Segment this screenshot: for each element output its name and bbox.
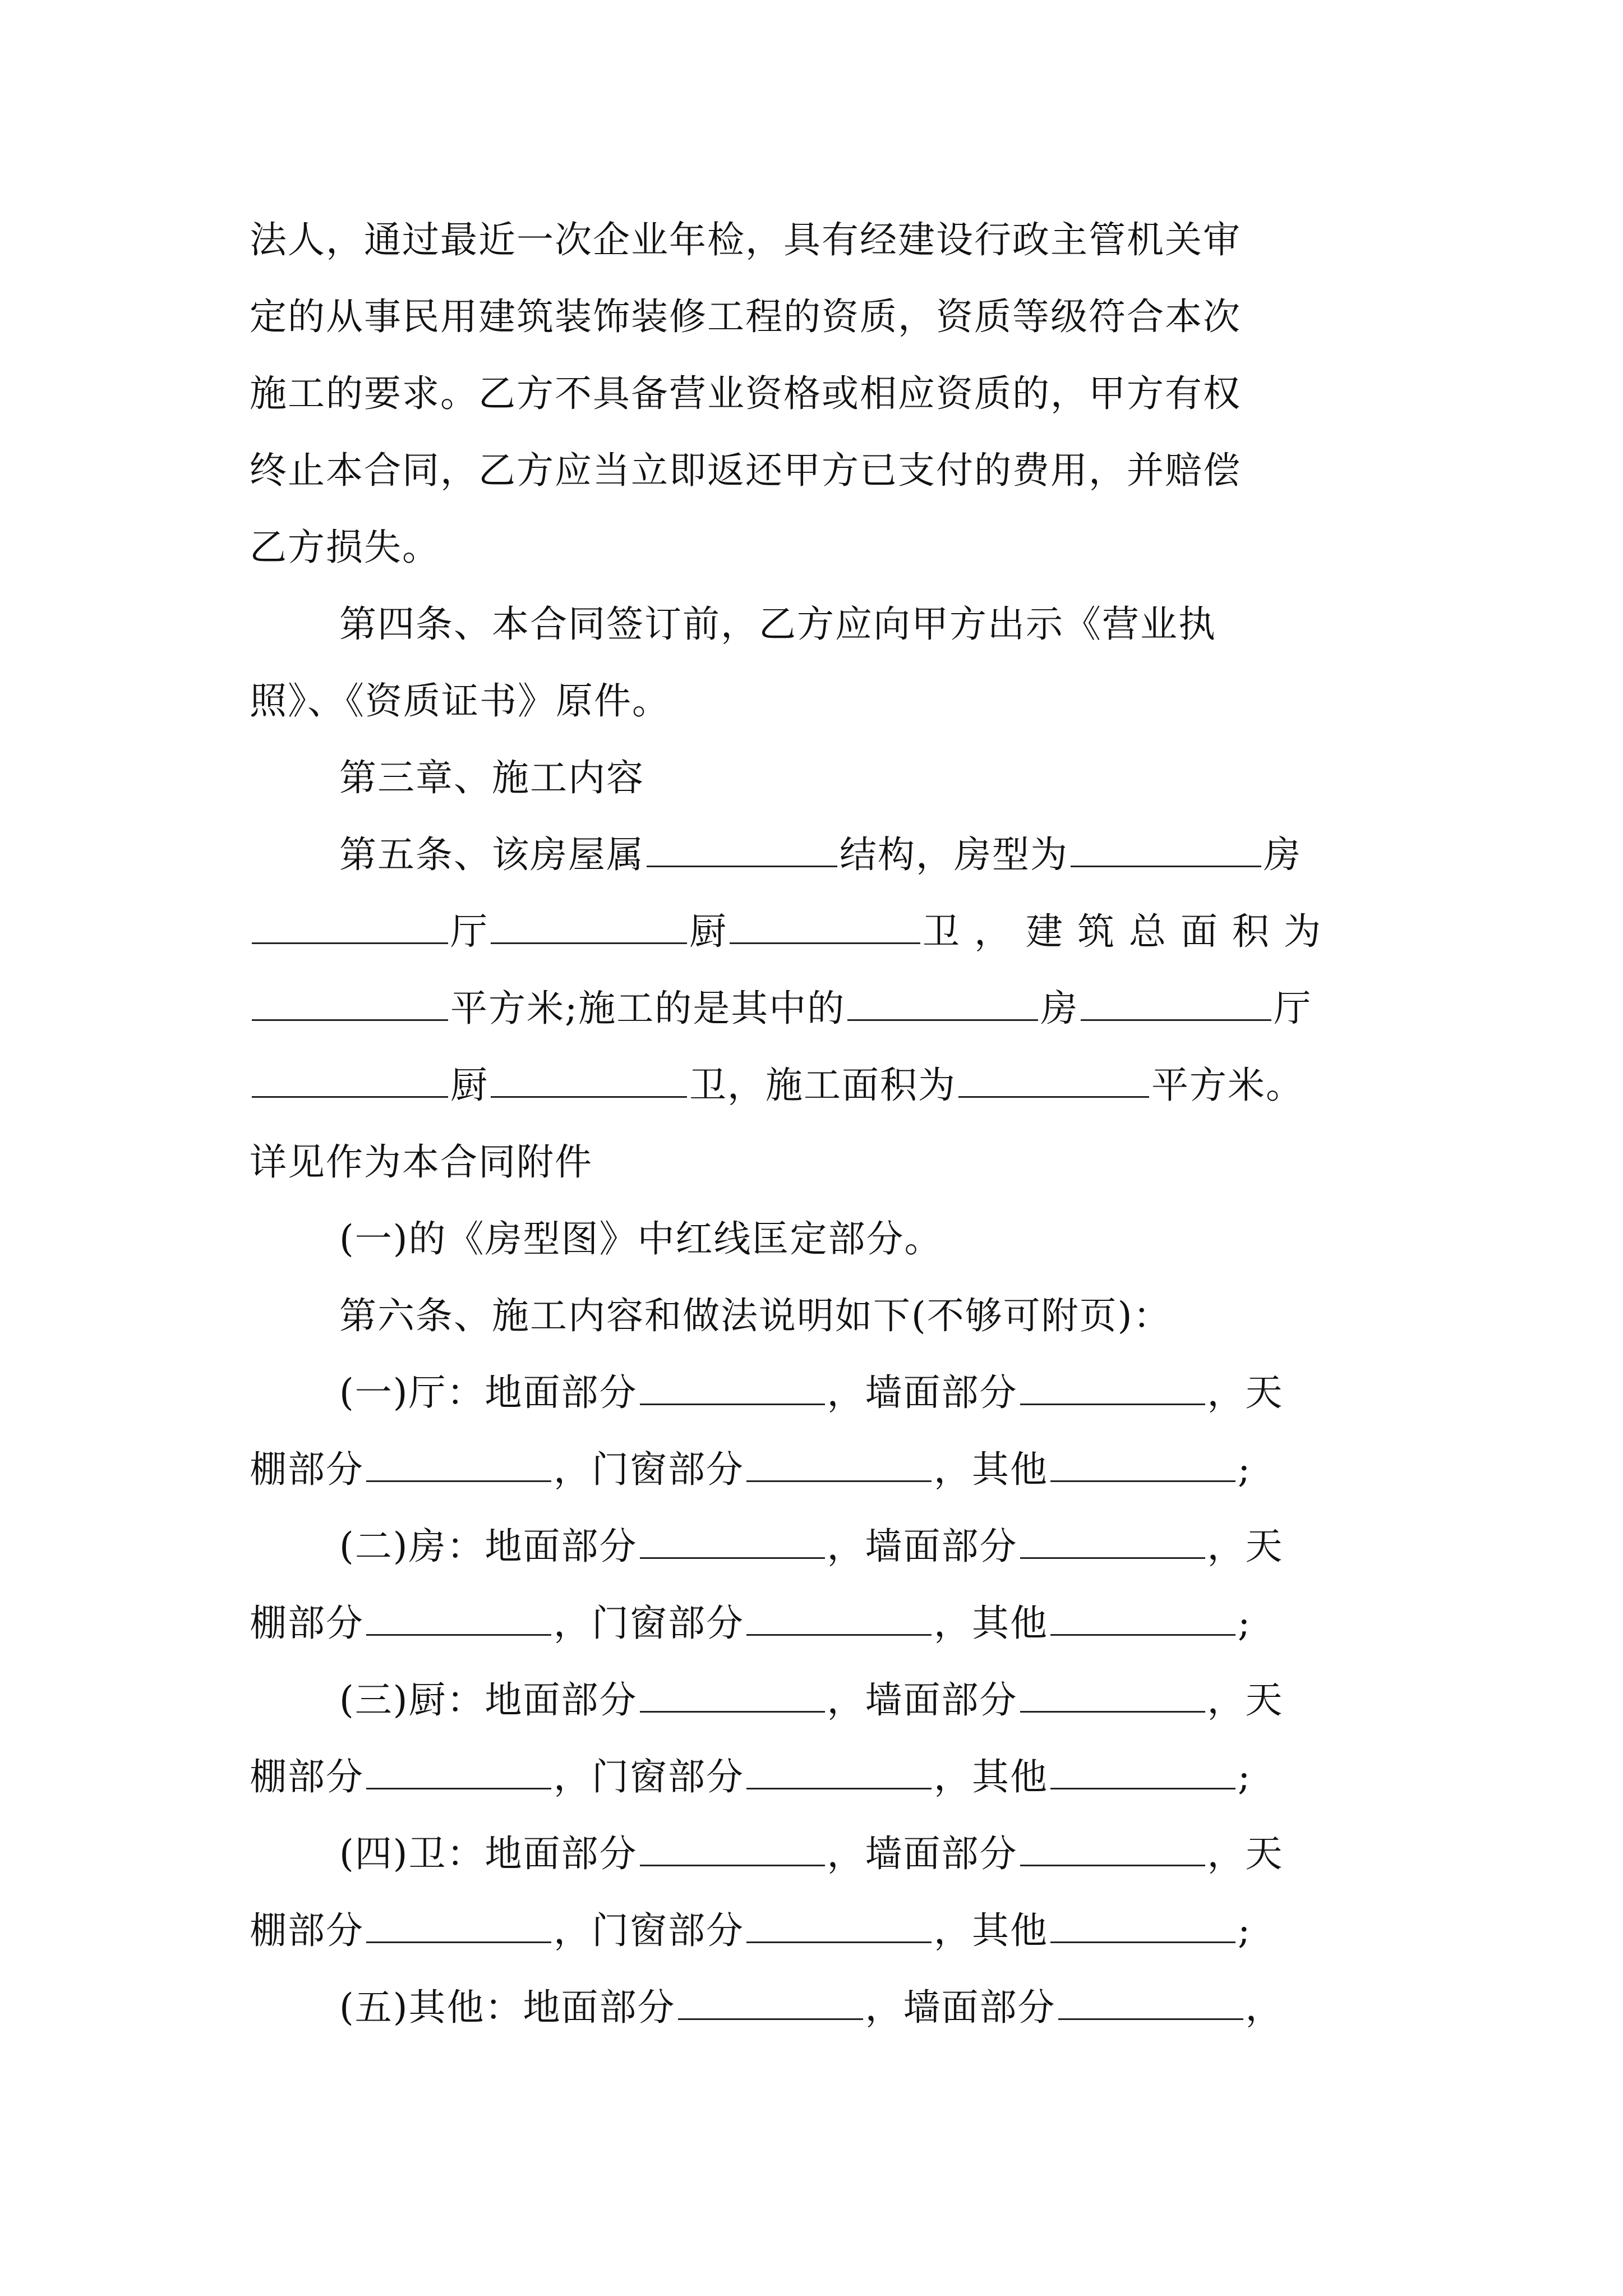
blank-field[interactable] <box>491 1065 687 1098</box>
blank-field[interactable] <box>1081 988 1271 1021</box>
text-line <box>250 904 1388 960</box>
text-segment: 平方米;施工的是其中的 <box>450 987 846 1030</box>
article-6-line: 第六条、施工内容和做法说明如下(不够可附页)： <box>339 1294 1172 1337</box>
blank-field[interactable] <box>1050 1756 1235 1789</box>
blank-field[interactable] <box>1050 1603 1235 1636</box>
text-segment: ，其他 <box>934 1755 1048 1798</box>
text-segment: 卫，施工面积为 <box>689 1064 956 1107</box>
text-line: 照》、《资质证书》原件。 <box>250 679 670 723</box>
text-segment: ，其他 <box>934 1909 1048 1952</box>
blank-field[interactable] <box>1020 1372 1205 1405</box>
room-line-4a <box>339 1826 1388 1882</box>
blank-field[interactable] <box>366 1603 551 1636</box>
room-line-3b <box>250 1749 1388 1805</box>
blank-field[interactable] <box>1071 834 1261 867</box>
text-segment: 结构，房型为 <box>840 833 1068 876</box>
text-segment: ; <box>1238 1448 1252 1491</box>
room-line-3a <box>339 1672 1388 1728</box>
text-segment: 棚部分 <box>250 1448 364 1491</box>
text-segment: ，门窗部分 <box>554 1448 744 1491</box>
blank-field[interactable] <box>1020 1833 1205 1866</box>
text-segment: ，墙面部分 <box>865 1986 1056 2029</box>
text-line: 乙方损失。 <box>250 526 440 569</box>
text-segment: 厅 <box>450 910 488 953</box>
text-line: 终止本合同，乙方应当立即返还甲方已支付的费用，并赔偿 <box>250 449 1241 492</box>
blank-field[interactable] <box>366 1449 551 1482</box>
text-segment: 卫，建筑总面积为 <box>923 910 1335 953</box>
blank-field[interactable] <box>252 911 448 944</box>
text-line: 详见作为本合同附件 <box>250 1140 593 1184</box>
text-line: 法人，通过最近一次企业年检，具有经建设行政主管机关审 <box>250 218 1241 261</box>
blank-field[interactable] <box>1020 1526 1205 1559</box>
text-line: (一)的《房型图》中红线匡定部分。 <box>339 1217 943 1260</box>
blank-field[interactable] <box>847 988 1038 1021</box>
blank-field[interactable] <box>640 1833 825 1866</box>
blank-field[interactable] <box>730 911 920 944</box>
text-line <box>250 981 1388 1037</box>
room-line-1a <box>339 1365 1388 1421</box>
text-segment: ，墙面部分 <box>827 1371 1018 1414</box>
text-segment: (五)其他：地面部分 <box>339 1986 676 2029</box>
blank-field[interactable] <box>746 1756 932 1789</box>
text-line <box>250 1057 1388 1114</box>
text-segment: ，墙面部分 <box>827 1678 1018 1722</box>
text-segment: ; <box>1238 1909 1252 1952</box>
text-segment: ，其他 <box>934 1448 1048 1491</box>
blank-field[interactable] <box>640 1680 825 1713</box>
text-segment: 厨 <box>689 910 727 953</box>
text-segment: ，门窗部分 <box>554 1602 744 1645</box>
blank-field[interactable] <box>647 834 837 867</box>
blank-field[interactable] <box>1050 1449 1235 1482</box>
blank-field[interactable] <box>746 1449 932 1482</box>
text-segment: ，墙面部分 <box>827 1525 1018 1568</box>
text-segment: 棚部分 <box>250 1602 364 1645</box>
text-segment: 第五条、该房屋属 <box>339 833 644 876</box>
text-segment: 房 <box>1264 833 1302 876</box>
text-segment: ， <box>1245 1986 1284 2029</box>
text-segment: 厨 <box>450 1064 488 1107</box>
text-segment: (二)房：地面部分 <box>339 1525 638 1568</box>
text-segment: ; <box>1238 1755 1252 1798</box>
blank-field[interactable] <box>1050 1910 1235 1943</box>
room-line-1b <box>250 1442 1388 1498</box>
text-segment: (一)厅：地面部分 <box>339 1371 638 1414</box>
text-segment: 棚部分 <box>250 1755 364 1798</box>
blank-field[interactable] <box>1020 1680 1205 1713</box>
text-segment: ，天 <box>1207 1525 1284 1568</box>
text-segment: ，墙面部分 <box>827 1832 1018 1875</box>
text-segment: 平方米。 <box>1151 1064 1304 1107</box>
blank-field[interactable] <box>1058 1987 1243 2020</box>
text-segment: ，门窗部分 <box>554 1909 744 1952</box>
text-line: 定的从事民用建筑装饰装修工程的资质，资质等级符合本次 <box>250 295 1241 338</box>
text-segment: 棚部分 <box>250 1909 364 1952</box>
text-segment: (四)卫：地面部分 <box>339 1832 638 1875</box>
room-line-5a <box>339 1980 1388 2036</box>
text-segment: ，门窗部分 <box>554 1755 744 1798</box>
blank-field[interactable] <box>252 988 448 1021</box>
blank-field[interactable] <box>366 1756 551 1789</box>
blank-field[interactable] <box>640 1372 825 1405</box>
blank-field[interactable] <box>958 1065 1149 1098</box>
text-segment: ，天 <box>1207 1832 1284 1875</box>
text-segment: ，天 <box>1207 1371 1284 1414</box>
blank-field[interactable] <box>678 1987 863 2020</box>
blank-field[interactable] <box>746 1603 932 1636</box>
blank-field[interactable] <box>252 1065 448 1098</box>
room-line-4b <box>250 1903 1388 1959</box>
blank-field[interactable] <box>366 1910 551 1943</box>
text-segment: ，其他 <box>934 1602 1048 1645</box>
room-line-2b <box>250 1595 1388 1651</box>
blank-field[interactable] <box>640 1526 825 1559</box>
chapter-heading: 第三章、施工内容 <box>339 756 644 799</box>
text-segment: 房 <box>1040 987 1079 1030</box>
text-segment: 厅 <box>1274 987 1312 1030</box>
blank-field[interactable] <box>491 911 687 944</box>
text-segment: ，天 <box>1207 1678 1284 1722</box>
article-5-line <box>339 827 1388 883</box>
text-segment: (三)厨：地面部分 <box>339 1678 638 1722</box>
room-line-2a <box>339 1519 1388 1575</box>
article-4-line: 第四条、本合同签订前，乙方应向甲方出示《营业执 <box>339 602 1216 646</box>
text-line: 施工的要求。乙方不具备营业资格或相应资质的，甲方有权 <box>250 372 1241 415</box>
text-segment: ; <box>1238 1602 1252 1645</box>
blank-field[interactable] <box>746 1910 932 1943</box>
